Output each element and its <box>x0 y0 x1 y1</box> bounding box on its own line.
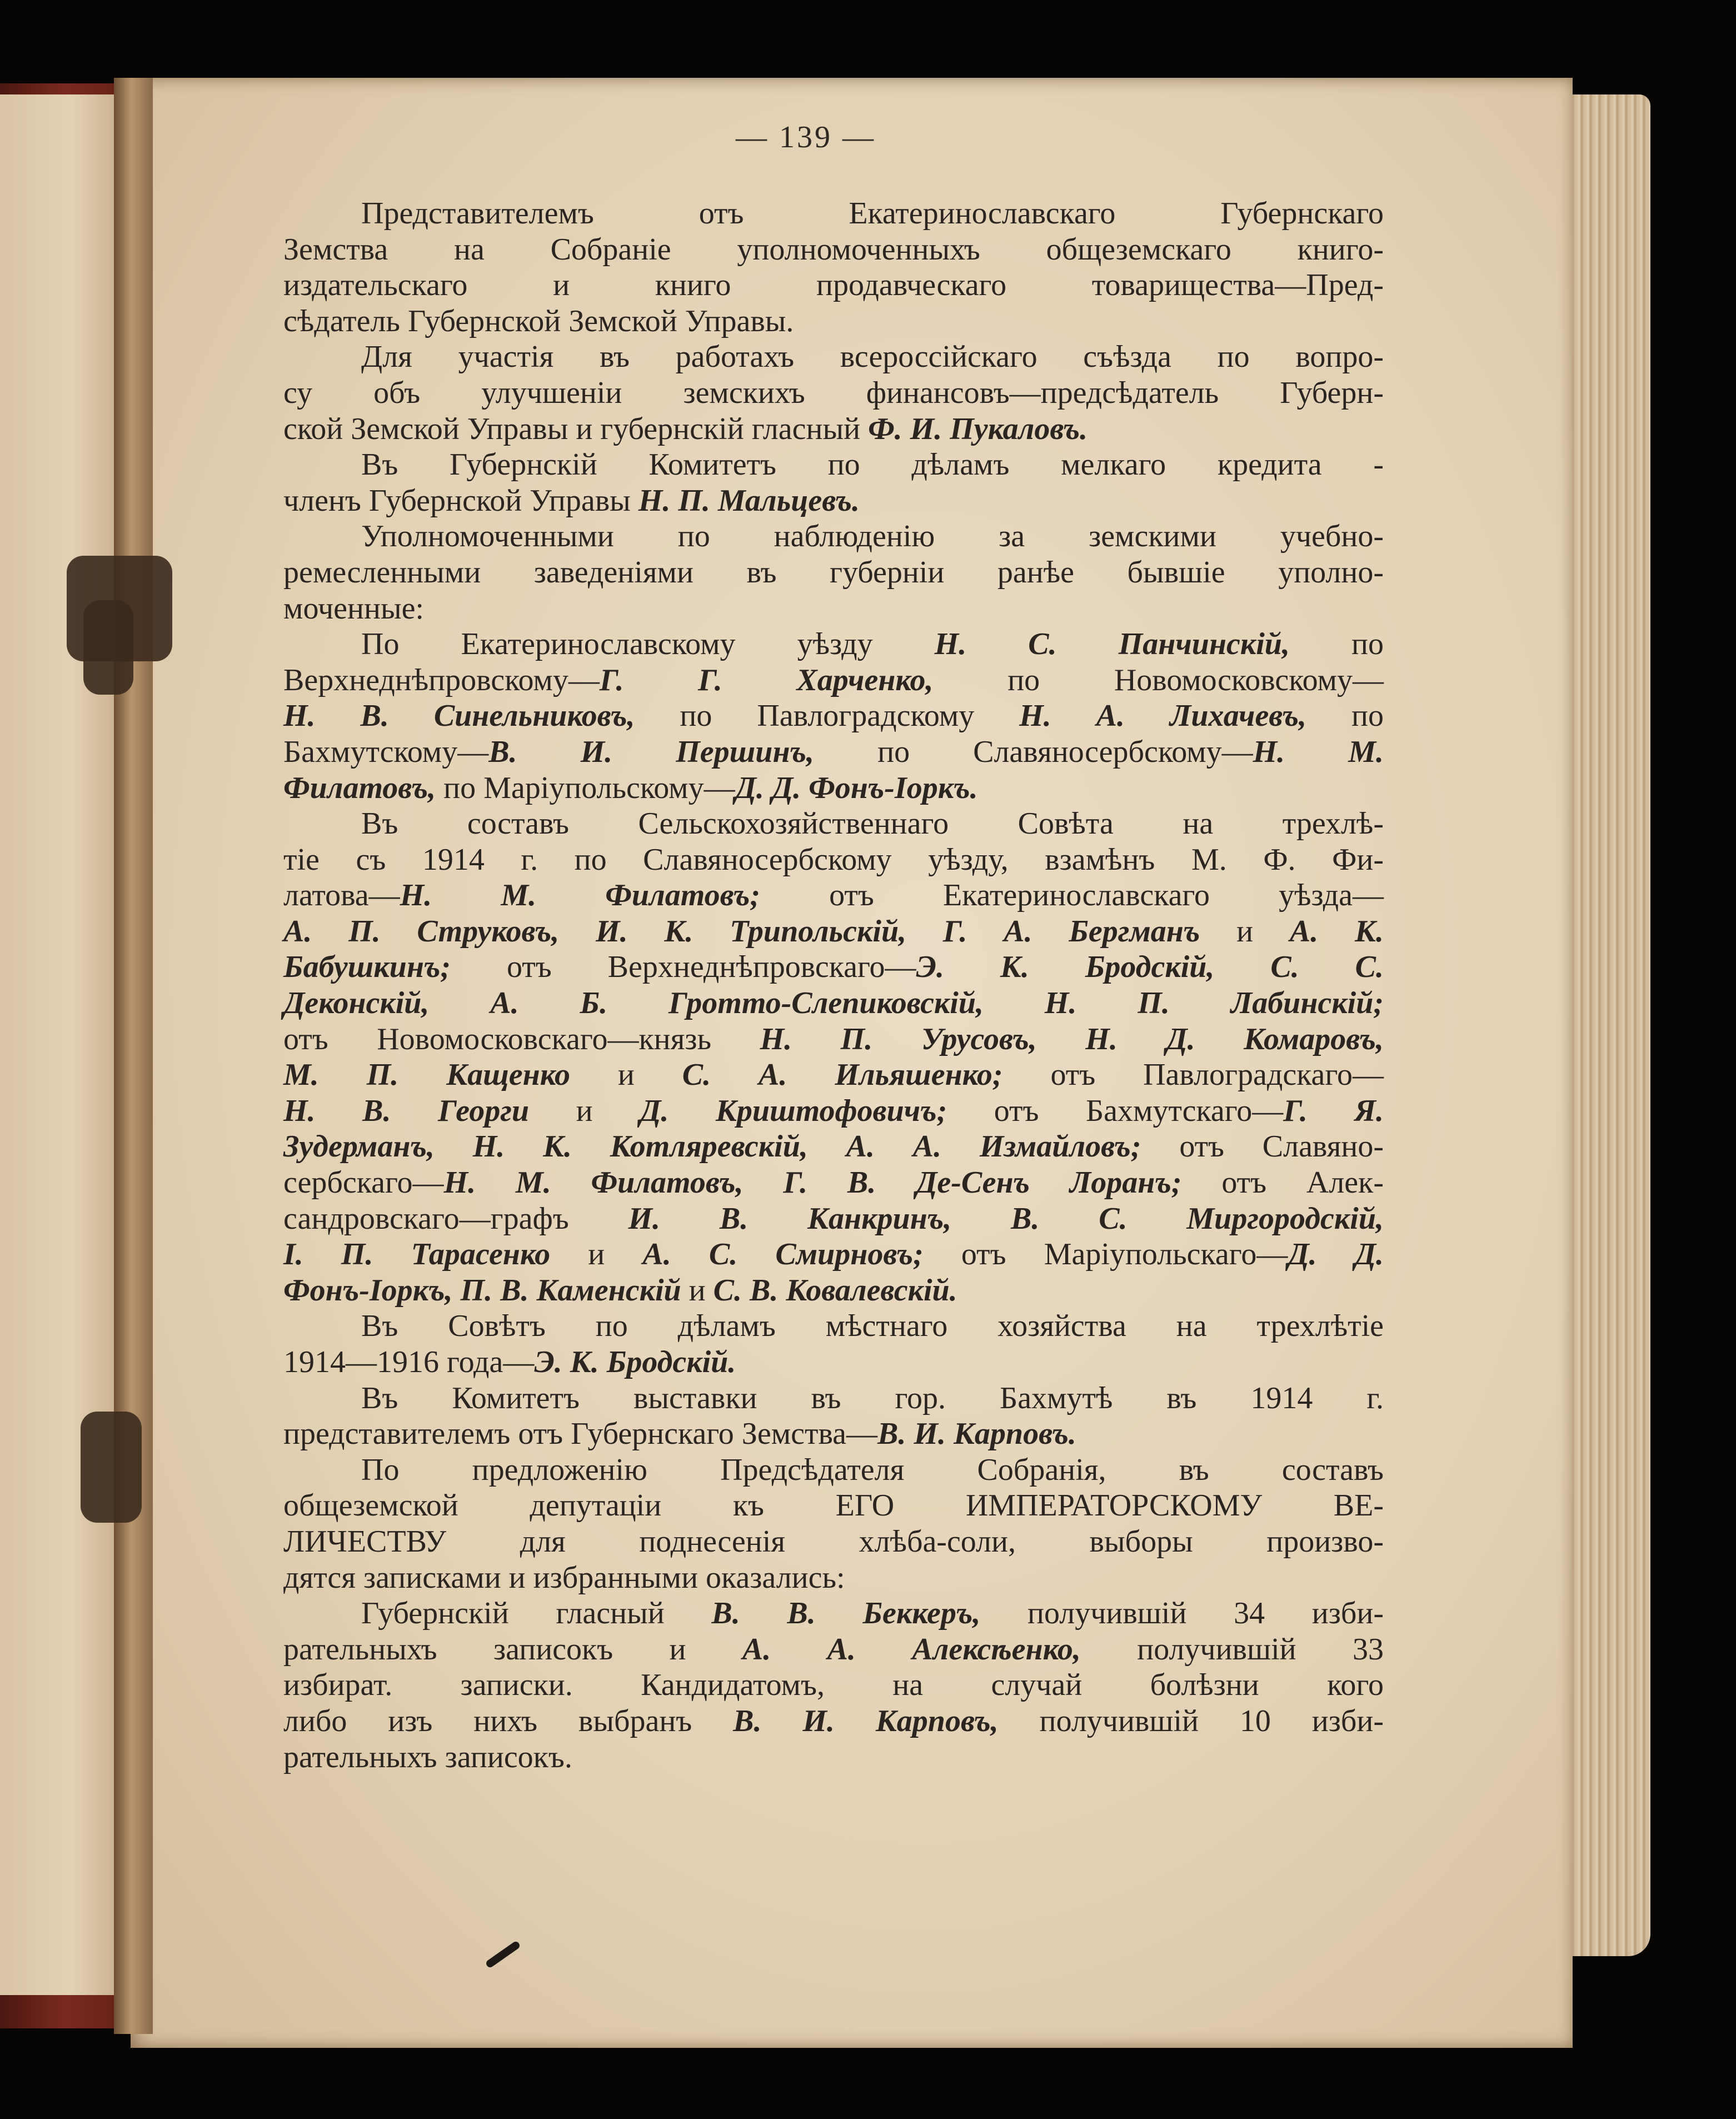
person-name-run: Д. Д. <box>1288 1237 1384 1272</box>
text-run: по <box>1289 627 1384 662</box>
text-run: отъ Павлоградскаго— <box>1002 1058 1384 1093</box>
text-run: Въ Комитетъ выставки въ гор. Бахмутѣ въ 1914 г. <box>361 1380 1384 1415</box>
text-line <box>283 1380 1384 1417</box>
text-line <box>283 591 1384 627</box>
person-name-run: И. В. Канкринъ, В. С. Миргородскій, <box>628 1201 1384 1236</box>
text-line <box>283 232 1384 268</box>
text-line <box>283 1667 1384 1703</box>
text-line <box>283 1093 1384 1129</box>
page-number: — 139 — <box>736 120 876 154</box>
binding-clip-lower <box>81 1412 142 1523</box>
text-run: общеземской депутаціи къ ЕГО ИМПЕРАТОРСКОМУ ВЕ- <box>283 1488 1384 1523</box>
text-line <box>283 662 1384 699</box>
text-run: по Павлоградскому <box>635 699 1020 734</box>
text-run: получившій 34 изби- <box>980 1596 1384 1631</box>
page-text <box>283 196 1384 1775</box>
text-run: получившій 10 изби- <box>998 1703 1384 1738</box>
text-run: рательныхъ записокъ. <box>283 1739 572 1774</box>
text-run: отъ Маріупольскаго— <box>923 1237 1288 1272</box>
text-run: и <box>570 1058 682 1093</box>
person-name-run: Н. П. Урусовъ, Н. Д. Комаровъ, <box>760 1021 1384 1056</box>
text-line <box>283 1416 1384 1452</box>
text-run: моченные: <box>283 591 424 626</box>
text-line <box>283 877 1384 914</box>
person-name-run: Н. В. Георги <box>283 1093 530 1128</box>
text-run: получившій 33 <box>1080 1632 1384 1667</box>
text-run: отъ Славяно- <box>1141 1129 1384 1164</box>
person-name-run: Деконскій, А. Б. Гротто-Слепиковскій, Н. П. Лабинскій; <box>283 986 1384 1021</box>
text-run: Бахмутскому— <box>283 734 489 769</box>
text-line <box>283 555 1384 591</box>
person-name-run: Н. М. <box>1253 734 1384 769</box>
text-line <box>283 1273 1384 1309</box>
person-name-run: В. И. Карповъ, <box>733 1703 999 1738</box>
binding-clip-middle <box>83 600 133 695</box>
text-run: Представителемъ отъ Екатеринославскаго Губернскаго <box>361 196 1384 231</box>
text-run: избират. записки. Кандидатомъ, на случай болѣзни кого <box>283 1668 1384 1703</box>
text-line <box>283 339 1384 375</box>
text-run: Земства на Собраніе уполномоченныхъ общеземскаго книго- <box>283 232 1384 267</box>
text-run: су объ улучшеніи земскихъ финансовъ—предсѣдатель Губерн- <box>283 375 1384 410</box>
text-run: отъ Верхнеднѣпровскаго— <box>451 950 916 985</box>
text-run: отъ Бахмутскаго— <box>947 1093 1284 1128</box>
text-line <box>283 806 1384 842</box>
text-line <box>283 483 1384 519</box>
person-name-run: А. П. Струковъ, И. К. Трипольскій, Г. А. Бергманъ <box>283 914 1200 949</box>
text-run: Верхнеднѣпровскому— <box>283 662 600 697</box>
text-line <box>283 914 1384 950</box>
text-run: ской Земской Управы и губернскій гласный <box>283 411 869 446</box>
text-line <box>283 1129 1384 1165</box>
text-line <box>283 842 1384 878</box>
text-line <box>283 1237 1384 1273</box>
text-run: Для участія въ работахъ всероссійскаго съѣзда по вопро- <box>361 340 1384 375</box>
person-name-run: В. В. Беккеръ, <box>711 1596 981 1631</box>
person-name-run: М. П. Кащенко <box>283 1058 570 1093</box>
text-run: По Екатеринославскому уѣзду <box>361 627 935 662</box>
person-name-run: Н. С. Панчинскій, <box>934 627 1290 662</box>
person-name-run: А. С. Смирновъ; <box>642 1237 924 1272</box>
text-run: дятся записками и избранными оказались: <box>283 1560 845 1595</box>
text-line <box>283 1739 1384 1776</box>
text-run: отъ Новомосковскаго—князь <box>283 1021 760 1056</box>
text-line <box>283 196 1384 232</box>
person-name-run: Фонъ-Іоркъ, П. В. Каменскій <box>283 1273 681 1308</box>
text-line <box>283 734 1384 770</box>
text-run: членъ Губернской Управы <box>283 483 638 518</box>
person-name-run: Э. К. Бродскій, С. С. <box>916 950 1384 985</box>
person-name-run: Филатовъ, <box>283 770 436 805</box>
text-run: по Маріупольскому— <box>436 770 735 805</box>
text-run: и <box>1200 914 1290 949</box>
text-run: сербскаго— <box>283 1165 444 1200</box>
person-name-run: Э. К. Бродскій. <box>534 1345 736 1379</box>
text-run: представителемъ отъ Губернскаго Земства— <box>283 1417 878 1452</box>
text-run: Уполномоченными по наблюденію за земскими учебно- <box>361 519 1384 554</box>
text-line <box>283 985 1384 1021</box>
person-name-run: Д. Криштофовичъ; <box>640 1093 947 1128</box>
person-name-run: Н. М. Филатовъ; <box>400 878 761 913</box>
text-run: и <box>550 1237 643 1272</box>
text-run: латова— <box>283 878 400 913</box>
person-name-run: Г. Я. <box>1283 1093 1384 1128</box>
person-name-run: І. П. Тарасенко <box>283 1237 551 1272</box>
text-run: Въ Губернскій Комитетъ по дѣламъ мелкаго кредита - <box>361 447 1384 482</box>
person-name-run: Ф. И. Пукаловъ. <box>868 411 1088 446</box>
text-line <box>283 698 1384 734</box>
text-line <box>283 1452 1384 1488</box>
text-run: по Славяносербскому— <box>814 734 1253 769</box>
person-name-run: Г. Г. Харченко, <box>599 662 934 697</box>
text-line <box>283 1165 1384 1201</box>
text-run: издательскаго и книго продавческаго товарищества—Пред- <box>283 268 1384 303</box>
text-line <box>283 303 1384 340</box>
person-name-run: Н. В. Синельниковъ, <box>283 699 635 734</box>
text-run: Губернскій гласный <box>361 1596 712 1631</box>
person-name-run: С. А. Ильяшенко; <box>682 1058 1003 1093</box>
text-run: ЛИЧЕСТВУ для поднесенія хлѣба-соли, выборы произво- <box>283 1524 1384 1559</box>
text-line <box>283 1703 1384 1739</box>
text-run: по <box>1306 699 1384 734</box>
text-run: тіе съ 1914 г. по Славяносербскому уѣзду, взамѣнъ М. Ф. Фи- <box>283 842 1384 877</box>
text-line <box>283 1488 1384 1524</box>
text-run: По предложенію Предсѣдателя Собранія, въ составъ <box>361 1452 1384 1487</box>
text-run: отъ Екатеринославскаго уѣзда— <box>760 878 1384 913</box>
text-line <box>283 1596 1384 1632</box>
book-gutter <box>114 78 153 2034</box>
person-name-run: Н. П. Мальцевъ. <box>638 483 860 518</box>
person-name-run: В. И. Першинъ, <box>488 734 815 769</box>
person-name-run: А. К. <box>1289 914 1384 949</box>
text-run: Въ составъ Сельскохозяйственнаго Совѣта на трехлѣ- <box>361 806 1384 841</box>
text-line <box>283 1632 1384 1668</box>
person-name-run: Бабушкинъ; <box>283 950 451 985</box>
text-line <box>283 375 1384 411</box>
text-line <box>283 411 1384 447</box>
text-line <box>283 770 1384 806</box>
text-line <box>283 1344 1384 1380</box>
text-run: и <box>681 1273 714 1308</box>
person-name-run: С. В. Ковалевскій. <box>713 1273 957 1308</box>
text-run: сандровскаго—графъ <box>283 1201 628 1236</box>
person-name-run: В. И. Карповъ. <box>877 1417 1076 1452</box>
text-line <box>283 518 1384 555</box>
person-name-run: А. А. Алексѣенко, <box>742 1632 1081 1667</box>
text-run: Въ Совѣтъ по дѣламъ мѣстнаго хозяйства на трехлѣтіе <box>361 1309 1384 1344</box>
text-line <box>283 626 1384 662</box>
person-name-run: Н. М. Филатовъ, Г. В. Де-Сенъ Лоранъ; <box>443 1165 1182 1200</box>
text-line <box>283 267 1384 303</box>
text-run: по Новомосковскому— <box>933 662 1384 697</box>
text-line <box>283 1201 1384 1237</box>
text-line <box>283 447 1384 483</box>
text-run: и <box>529 1093 640 1128</box>
text-run: либо изъ нихъ выбранъ <box>283 1703 734 1738</box>
text-run: 1914—1916 года— <box>283 1345 535 1379</box>
text-run: рательныхъ записокъ и <box>283 1632 742 1667</box>
text-line <box>283 1524 1384 1560</box>
text-line <box>283 1021 1384 1058</box>
text-line <box>283 1560 1384 1596</box>
text-line <box>283 949 1384 985</box>
text-run: сѣдатель Губернской Земской Управы. <box>283 303 794 338</box>
person-name-run: Д. Д. Фонъ-Іоркъ. <box>735 770 978 805</box>
text-run: отъ Алек- <box>1181 1165 1384 1200</box>
text-run: ремесленными заведеніями въ губерніи ранѣе бывшіе уполно- <box>283 555 1384 590</box>
text-line <box>283 1057 1384 1093</box>
previous-page-edge <box>0 94 119 1995</box>
person-name-run: Зудерманъ, Н. К. Котляревскій, А. А. Измайловъ; <box>283 1129 1141 1164</box>
person-name-run: Н. А. Лихачевъ, <box>1019 699 1307 734</box>
text-line <box>283 1308 1384 1344</box>
